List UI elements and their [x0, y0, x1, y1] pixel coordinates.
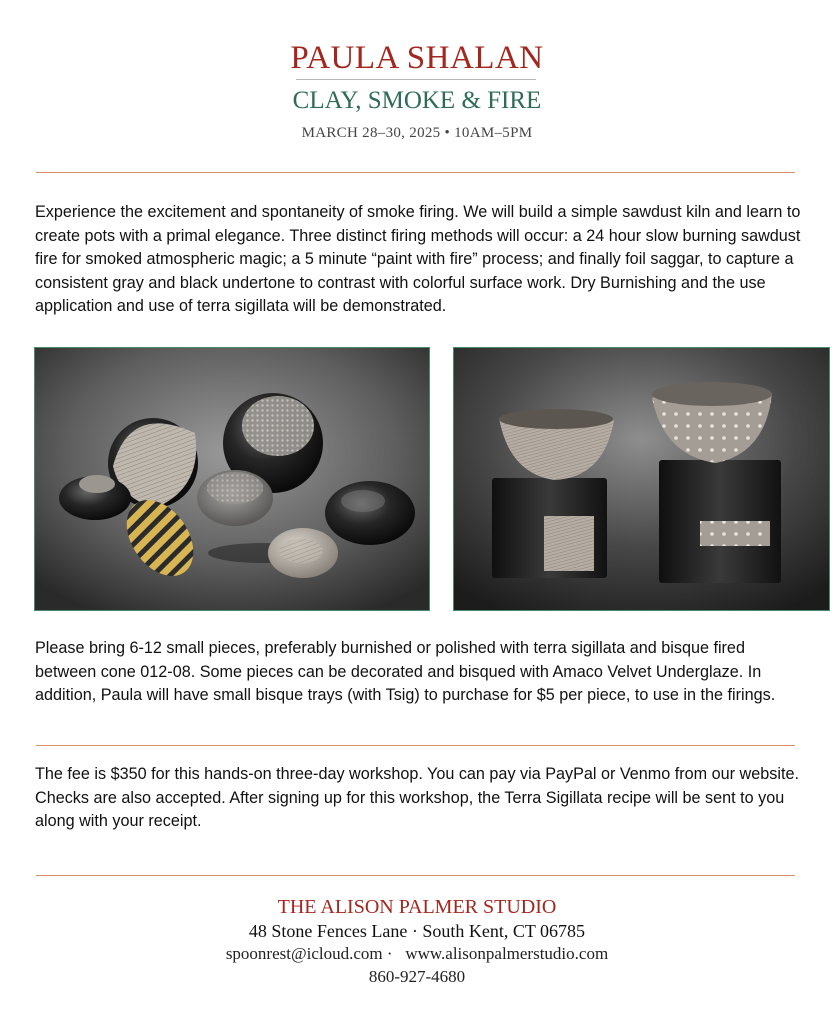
contact-line: [0, 944, 834, 964]
section-divider: [36, 172, 795, 173]
fee-paragraph: The fee is $350 for this hands-on three-day workshop. You can pay via PayPal or Venmo from our website. Checks are also accepted. After signing up for this workshop, the Terra Sigillata recipe will be sent to you along with your receipt.: [35, 765, 799, 830]
pottery-photo-left: [34, 347, 430, 611]
email-link[interactable]: spoonrest@icloud.com: [225, 944, 383, 963]
studio-phone: 860-927-4680: [368, 967, 466, 986]
materials-paragraph: Please bring 6-12 small pieces, preferably burnished or polished with terra sigillata and bisque fired between cone 012-08. Some pieces can be decorated and bisqued with Amaco Velvet Underglaze. In addition, Paula will have small bisque trays (with Tsig) to purchase for $5 per piece, to use in the firings.: [35, 639, 776, 704]
studio-name: THE ALISON PALMER STUDIO: [277, 896, 557, 918]
workshop-dates: MARCH 28–30, 2025 • 10AM–5PM: [301, 125, 533, 141]
contact-separator: ·: [382, 944, 406, 963]
website-link[interactable]: www.alisonpalmerstudio.com: [405, 944, 609, 963]
workshop-title: PAULA SHALAN: [290, 40, 544, 76]
section-divider: [36, 875, 795, 876]
section-divider: [36, 745, 795, 746]
pottery-photo-right: [453, 347, 830, 611]
workshop-subtitle: CLAY, SMOKE & FIRE: [292, 87, 542, 114]
intro-paragraph: Experience the excitement and spontaneity of smoke firing. We will build a simple sawdust kiln and learn to create pots with a primal elegance. Three distinct firing methods will occur: a 24 hour slow burning sawdust fire for smoked atmospheric magic; a 5 minute “paint with fire” process; and finally foil saggar, to capture a consistent gray and black undertone to contrast with colorful surface work. Dry Burnishing and the use application and use of terra sigillata will be demonstrated.: [35, 203, 801, 315]
studio-address: 48 Stone Fences Lane · South Kent, CT 06785: [248, 921, 586, 941]
title-divider: [296, 79, 536, 80]
